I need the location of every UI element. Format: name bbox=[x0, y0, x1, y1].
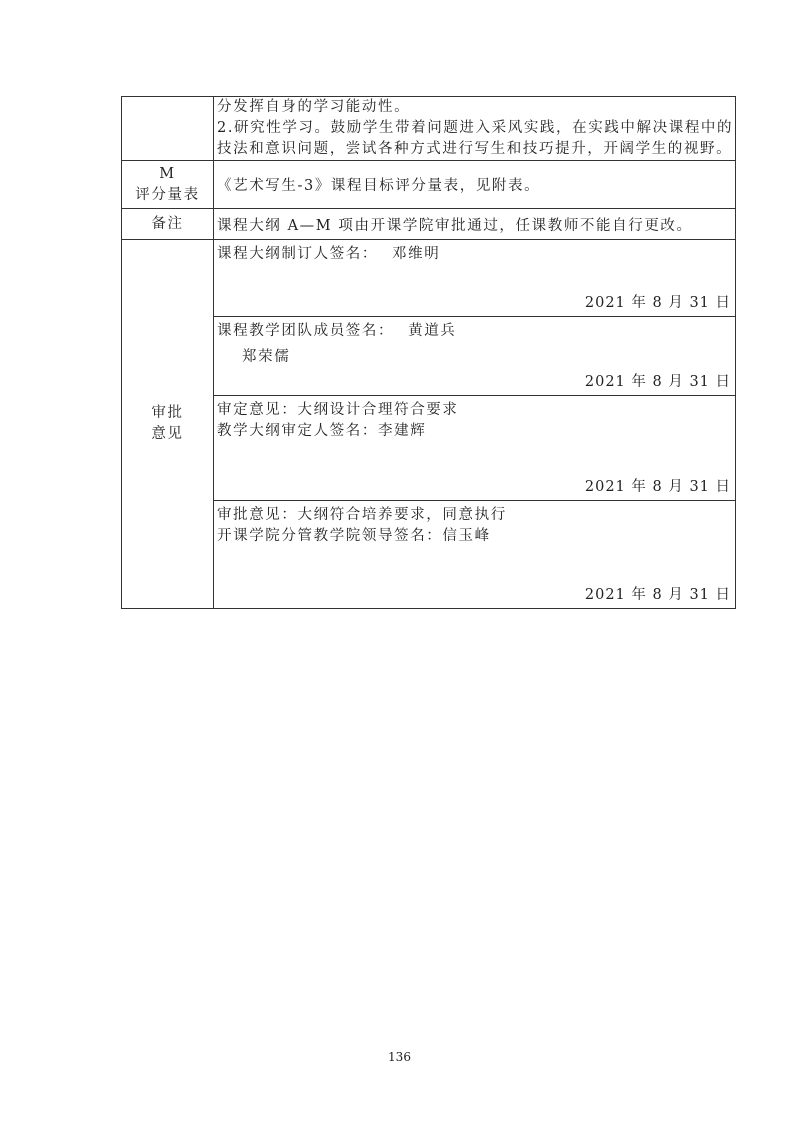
table-row-note bbox=[122, 209, 736, 240]
author-sign-line bbox=[217, 242, 440, 263]
approval-label-cell bbox=[122, 240, 214, 609]
team-sign-name: 黄道兵 bbox=[408, 323, 457, 339]
method-line-1: 分发挥自身的学习能动性。 bbox=[217, 99, 411, 115]
note-label-cell: 备注 bbox=[122, 209, 214, 240]
method-content-cell bbox=[214, 97, 736, 161]
review-opinion: 审定意见：大纲设计合理符合要求 bbox=[217, 402, 459, 418]
team-sign-second-name: 郑荣儒 bbox=[242, 349, 291, 365]
team-sign-date: 2021 年 8 月 31 日 bbox=[584, 374, 731, 390]
approval-content-cell bbox=[214, 240, 736, 609]
review-date: 2021 年 8 月 31 日 bbox=[584, 479, 731, 495]
approval-signer: 开课学院分管教学院领导签名：信玉峰 bbox=[217, 528, 491, 544]
rubric-label-letter: M bbox=[159, 165, 176, 182]
review-signer: 教学大纲审定人签名：李建辉 bbox=[217, 423, 427, 439]
team-sign-prefix: 课程教学团队成员签名： bbox=[217, 323, 395, 339]
syllabus-table bbox=[121, 96, 736, 609]
note-content-cell: 课程大纲 A—M 项由开课学院审批通过，任课教师不能自行更改。 bbox=[214, 209, 736, 240]
table-row-method bbox=[122, 97, 736, 161]
method-line-2: 2.研究性学习。鼓励学生带着问题进入采风实践，在实践中解决课程中的 bbox=[217, 120, 734, 136]
signature-block-author bbox=[214, 240, 735, 317]
approval-label-line-2: 意见 bbox=[151, 426, 184, 442]
author-sign-date: 2021 年 8 月 31 日 bbox=[584, 295, 731, 311]
method-label-cell bbox=[122, 97, 214, 161]
method-line-3: 技法和意识问题，尝试各种方式进行写生和技巧提升，开阔学生的视野。 bbox=[217, 141, 733, 157]
rubric-label-cell bbox=[122, 161, 214, 209]
team-sign-line bbox=[217, 319, 456, 340]
signature-block-team bbox=[214, 317, 735, 396]
author-sign-prefix: 课程大纲制订人签名： bbox=[217, 246, 378, 262]
rubric-label-text: 评分量表 bbox=[135, 186, 200, 203]
approval-opinion: 审批意见：大纲符合培养要求，同意执行 bbox=[217, 507, 507, 523]
approval-date: 2021 年 8 月 31 日 bbox=[584, 587, 731, 603]
signature-block-approval bbox=[214, 501, 735, 608]
page-number: 136 bbox=[388, 1050, 411, 1064]
signature-block-review bbox=[214, 396, 735, 501]
approval-label-line-1: 审批 bbox=[151, 405, 184, 421]
table-row-approval bbox=[122, 240, 736, 609]
rubric-content-cell: 《艺术写生-3》课程目标评分量表，见附表。 bbox=[214, 161, 736, 209]
table-row-rubric bbox=[122, 161, 736, 209]
author-sign-name: 邓维明 bbox=[392, 246, 441, 262]
